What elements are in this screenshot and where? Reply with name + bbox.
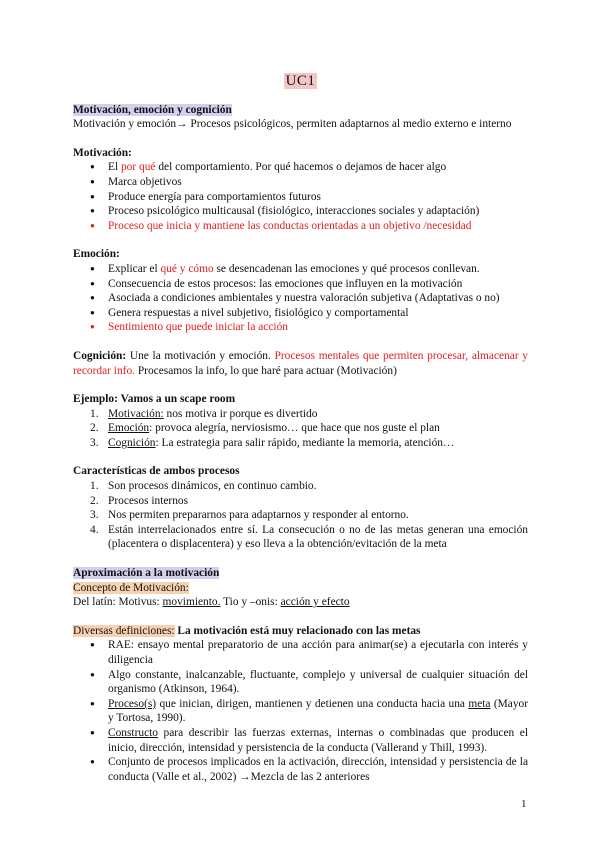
cognicion-paragraph: Cognición: Une la motivación y emoción. Procesos mentales que permiten procesar, almacenar y recordar info. Procesamos la info, lo que haré para actuar (Motivación) bbox=[73, 349, 529, 377]
document-page bbox=[73, 74, 528, 784]
list-item: ● Conjunto de procesos implicados en la activación, dirección, intensidad y persistencia de la conducta (Valle et al., 2002) →Mezcla de las 2 anteriores bbox=[73, 755, 528, 784]
list-item: 2. Emoción: provoca alegría, nerviosismo… que hace que nos guste el plan bbox=[90, 422, 440, 435]
list-item: 3. Cognición: La estrategia para salir rápido, mediante la memoria, atención… bbox=[90, 436, 455, 449]
definiciones-list bbox=[73, 638, 528, 784]
list-item: ● Genera respuestas a nivel subjetivo, fisiológico y comportamental bbox=[73, 306, 528, 321]
concepto-subheading: Concepto de Motivación: bbox=[73, 581, 189, 594]
latin-paragraph: Del latín: Motivus: movimiento. Tio y –onis: acción y efecto bbox=[73, 596, 350, 609]
list-item: ● Proceso que inicia y mantiene las conductas orientadas a un objetivo /necesidad bbox=[73, 219, 528, 234]
list-item: ● Algo constante, inalcanzable, fluctuante, complejo y universal de cualquier situación del organismo (Atkinson, 1964). bbox=[73, 668, 528, 697]
list-item: ● Explicar el qué y cómo se desencadenan las emociones y qué procesos conllevan. bbox=[73, 262, 528, 277]
motivacion-list bbox=[73, 160, 528, 233]
ejemplo-list bbox=[73, 407, 528, 451]
page-number: 1 bbox=[521, 798, 527, 810]
list-item: 3. Nos permiten prepararnos para adaptarnos y responder al entorno. bbox=[90, 509, 409, 522]
ejemplo-heading: Ejemplo: Vamos a un scape room bbox=[73, 393, 236, 406]
section-heading-motivacion-emocion-cognicion: Motivación, emoción y cognición bbox=[73, 103, 232, 116]
list-item: 4. Están interrelacionados entre sí. La consecución o no de las metas generan una emoción (placentera o displacentera) y eso lleva a la obtención/evitación de la meta bbox=[90, 523, 528, 551]
page-title: UC1 bbox=[285, 73, 316, 89]
list-item: ● RAE: ensayo mental preparatorio de una acción para animar(se) a ejecutarla con interés y diligencia bbox=[73, 638, 528, 667]
caracteristicas-heading: Características de ambos procesos bbox=[73, 465, 240, 478]
list-item: ● Sentimiento que puede iniciar la acción bbox=[73, 320, 528, 335]
emocion-heading: Emoción: bbox=[73, 248, 120, 261]
list-item: ● Produce energía para comportamientos futuros bbox=[73, 190, 528, 205]
section-heading-aproximacion: Aproximación a la motivación bbox=[73, 567, 220, 580]
intro-paragraph: Motivación y emoción→ Procesos psicológicos, permiten adaptarnos al medio externo e interno bbox=[73, 118, 512, 131]
emocion-list bbox=[73, 262, 528, 335]
definiciones-heading: Diversas definiciones: La motivación está muy relacionado con las metas bbox=[73, 624, 421, 637]
list-item: 1. Motivación: nos motiva ir porque es divertido bbox=[90, 407, 318, 420]
list-item: ● Constructo para describir las fuerzas externas, internas o combinadas que producen el inicio, dirección, intensidad y persistencia de la conducta (Vallerand y Thill, 1993). bbox=[73, 726, 528, 755]
list-item: ● Proceso(s) que inician, dirigen, mantienen y detienen una conducta hacia una meta (Mayor y Tortosa, 1990). bbox=[73, 697, 528, 726]
list-item: 1. Son procesos dinámicos, en continuo cambio. bbox=[90, 480, 317, 493]
list-item: ● El por qué del comportamiento. Por qué hacemos o dejamos de hacer algo bbox=[73, 160, 528, 175]
list-item: ● Marca objetivos bbox=[73, 175, 528, 190]
motivacion-heading: Motivación: bbox=[73, 146, 132, 159]
list-item: ● Consecuencia de estos procesos: las emociones que influyen en la motivación bbox=[73, 277, 528, 292]
caracteristicas-list bbox=[73, 479, 528, 552]
title-row bbox=[73, 74, 528, 90]
list-item: ● Asociada a condiciones ambientales y nuestra valoración subjetiva (Adaptativas o no) bbox=[73, 291, 528, 306]
list-item: 2. Procesos internos bbox=[90, 494, 189, 507]
list-item: ● Proceso psicológico multicausal (fisiológico, interacciones sociales y adaptación) bbox=[73, 204, 528, 219]
